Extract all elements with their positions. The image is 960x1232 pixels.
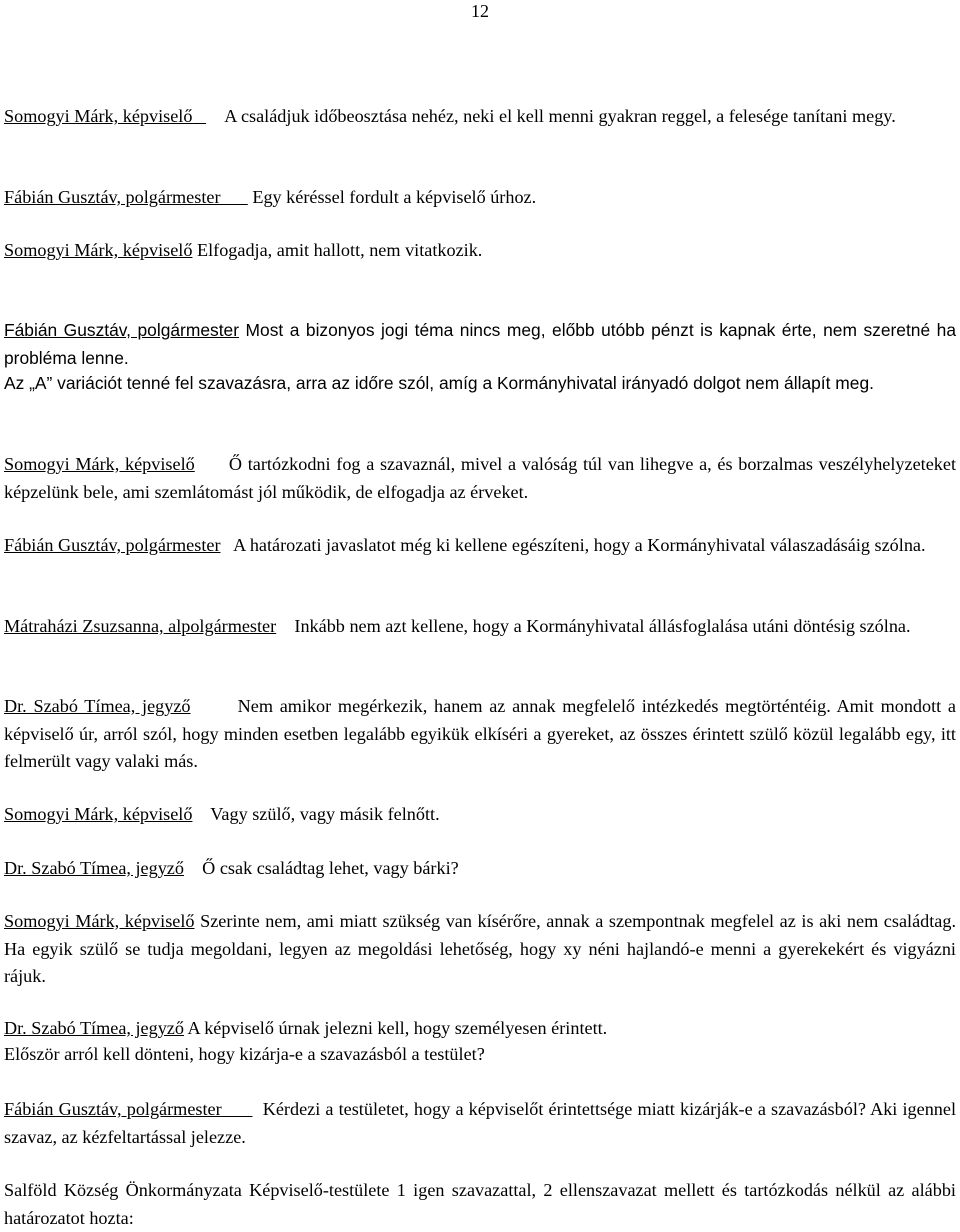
statement-text: Nem amikor megérkezik, hanem az annak megfelelő intézkedés megtörténtéig. Amit mondott a képviselő úr, arról szól, hogy minden esetben legalább egyikük elkíséri a gyereket, az összes érintett szülő közül legalább egy, itt felmerült vagy valaki más. [4,696,957,771]
statement-text: Most a bizonyos jogi téma nincs meg, előbb utóbb pénzt is kapnak érte, nem szeretné ha probléma lenne. [4,320,956,368]
statement-text: A képviselő úrnak jelezni kell, hogy személyesen érintett. [187,1018,608,1038]
statement-text: A családjuk időbeosztása nehéz, neki el kell menni gyakran reggel, a feleségе tanítani megy. [224,106,896,126]
transcript-paragraph [4,855,956,883]
speaker-name: Fábián Gusztáv, polgármester [4,1099,222,1119]
statement-text: Szerinte nem, ami miatt szükség van kísérőre, annak a szempontnak megfelel az is aki nem családtag. Ha egyik szülő se tudja megoldani, legyen az megoldási lehetőség, hogy xy néni hajlandó-e menni a gyerekekért és vigyázni rájuk. [4,911,957,986]
speaker-name: Somogyi Márk, képviselő [4,911,195,931]
statement-text: Egy kéréssel fordult a képviselő úrhoz. [252,187,537,207]
transcript-paragraph [4,1096,956,1151]
speaker-name: Dr. Szabó Tímea, jegyző [4,696,191,716]
transcript-paragraph [4,103,956,131]
statement-text: Az „A” variációt tenné fel szavazásra, arra az időre szól, amíg a Kormányhivatal irányadó dolgot nem állapít meg. [4,373,874,393]
speaker-name: Somogyi Márk, képviselő [4,240,193,260]
speaker-name: Fábián Gusztáv, polgármester [4,187,221,207]
transcript-paragraph [4,237,956,265]
speaker-name: Dr. Szabó Tímea, jegyző [4,858,184,878]
speaker-name: Mátraházi Zsuzsanna, alpolgármester [4,616,277,636]
speaker-name: Somogyi Márk, képviselő [4,454,195,474]
transcript-paragraph [4,908,956,991]
statement-text: Ő csak családtag lehet, vagy bárki? [202,858,459,878]
speaker-name: Dr. Szabó Tímea, jegyző [4,1018,184,1038]
statement-text: Kérdezi a testületet, hogy a képviselőt érintettsége miatt kizárják-e a szavazásból? Aki igennel szavaz, az kézfeltartással jelezze. [4,1099,957,1147]
statement-text: A határozati javaslatot még ki kellene egészíteni, hogy a Kormányhivatal válaszadásáig szólna. [233,535,926,555]
transcript-paragraph [4,184,956,212]
page-number: 12 [471,1,489,21]
transcript-paragraph-continued [4,370,956,398]
statement-text: Először arról kell dönteni, hogy kizárja-e a szavazásból a testület? [4,1044,485,1064]
transcript-paragraph [4,451,956,506]
transcript-paragraph [4,1015,956,1043]
transcript-paragraph [4,613,956,641]
resolution-text: Salföld Község Önkormányzata Képviselő-testülete 1 igen szavazattal, 2 ellenszavazat mellett és tartózkodás nélkül az alábbi határozatot hozta: [4,1180,956,1228]
speaker-name: Fábián Gusztáv, polgármester [4,320,240,340]
statement-text: Inkább nem azt kellene, hogy a Kormányhivatal állásfoglalása utáni döntésig szólna. [294,616,911,636]
statement-text: Vagy szülő, vagy másik felnőtt. [210,804,440,824]
transcript-paragraph-continued [4,1041,956,1069]
statement-text: Elfogadja, amit hallott, nem vitatkozik. [196,240,483,260]
transcript-paragraph [4,801,956,829]
speaker-name: Somogyi Márk, képviselő [4,106,193,126]
resolution-paragraph [4,1177,956,1232]
speaker-name: Fábián Gusztáv, polgármester [4,535,221,555]
transcript-paragraph [4,532,956,560]
speaker-name: Somogyi Márk, képviselő [4,804,193,824]
transcript-paragraph [4,693,956,776]
statement-text: Ő tartózkodni fog a szavaznál, mivel a valóság túl van lihegve a, és borzalmas veszélyhelyzeteket képzelünk bele, ami szemlátomást jól működik, de elfogadja az érveket. [4,454,957,502]
transcript-paragraph [4,317,956,372]
